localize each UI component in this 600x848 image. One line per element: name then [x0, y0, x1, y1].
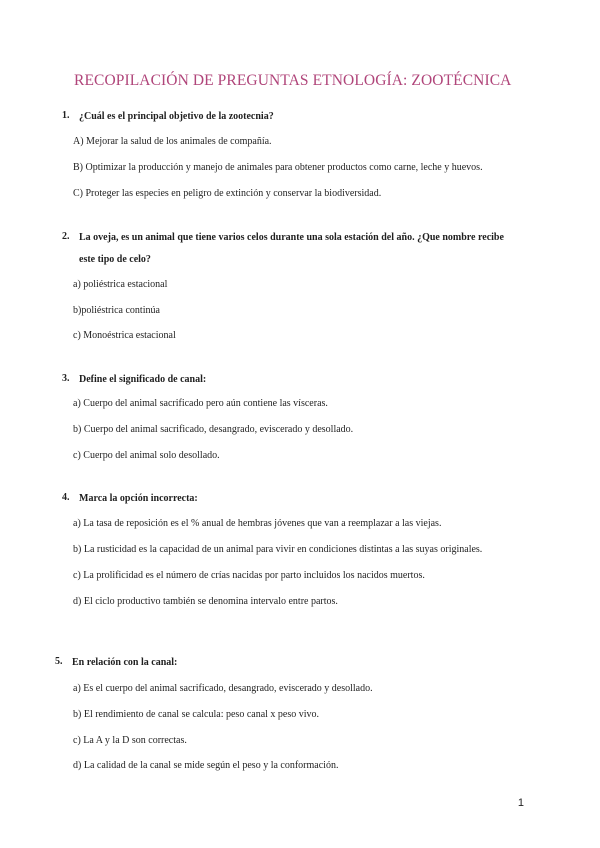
option-5b: b) El rendimiento de canal se calcula: peso canal x peso vivo. [73, 709, 320, 720]
question-number: 2. [62, 231, 70, 242]
option-1b: B) Optimizar la producción y manejo de animales para obtener productos como carne, leche y huevos. [73, 162, 483, 173]
option-4a: a) La tasa de reposición es el % anual de hembras jóvenes que van a reemplazar a las viejas. [73, 518, 442, 529]
question-text: Define el significado de canal: [79, 374, 207, 385]
option-1a: A) Mejorar la salud de los animales de compañía. [73, 136, 272, 147]
question-number: 3. [62, 373, 70, 384]
option-4b: b) La rusticidad es la capacidad de un animal para vivir en condiciones distintas a las suyas originales. [73, 544, 483, 555]
option-2a: a) poliéstrica estacional [73, 279, 168, 290]
question-text: ¿Cuál es el principal objetivo de la zootecnia? [79, 111, 274, 122]
option-2c: c) Monoéstrica estacional [73, 330, 176, 341]
question-text: Marca la opción incorrecta: [79, 493, 198, 504]
question-number: 1. [62, 110, 70, 121]
question-number: 4. [62, 492, 70, 503]
option-4d: d) El ciclo productivo también se denomina intervalo entre partos. [73, 596, 338, 607]
page-number: 1 [517, 797, 524, 809]
option-5a: a) Es el cuerpo del animal sacrificado, desangrado, eviscerado y desollado. [73, 683, 373, 694]
question-text: En relación con la canal: [72, 657, 178, 668]
option-3c: c) Cuerpo del animal solo desollado. [73, 450, 220, 461]
question-number: 5. [55, 656, 63, 667]
option-3b: b) Cuerpo del animal sacrificado, desangrado, eviscerado y desollado. [73, 424, 354, 435]
document-title: RECOPILACIÓN DE PREGUNTAS ETNOLOGÍA: ZOOTÉCNICA [74, 72, 512, 89]
option-1c: C) Proteger las especies en peligro de extinción y conservar la biodiversidad. [73, 188, 382, 199]
option-3a: a) Cuerpo del animal sacrificado pero aún contiene las vísceras. [73, 398, 328, 409]
option-5c: c) La A y la D son correctas. [73, 735, 187, 746]
question-text-line-2: este tipo de celo? [79, 254, 151, 265]
question-text-line-1: La oveja, es un animal que tiene varios celos durante una sola estación del año. ¿Que nombre recibe [79, 232, 504, 243]
option-5d: d) La calidad de la canal se mide según el peso y la conformación. [73, 760, 339, 771]
option-2b: b)poliéstrica continúa [73, 305, 160, 316]
option-4c: c) La prolificidad es el número de crías nacidas por parto incluidos los nacidos muertos. [73, 570, 425, 581]
